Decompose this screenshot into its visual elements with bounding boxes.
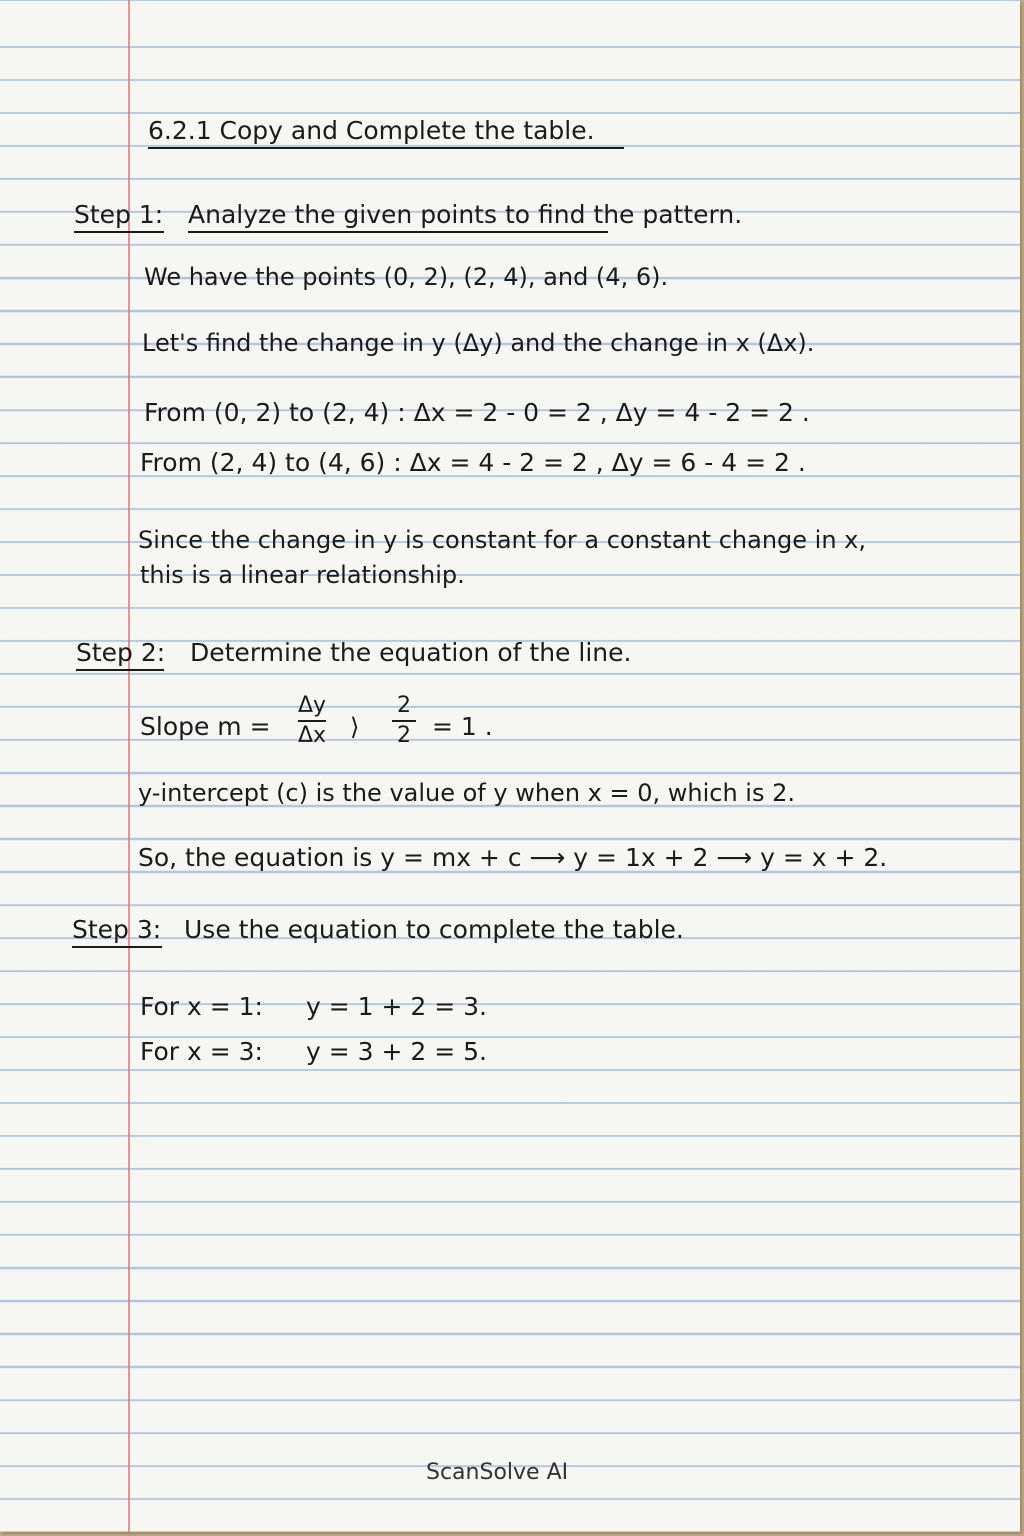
fraction-bar [392, 720, 416, 722]
step3-calc2-left: For x = 3: [140, 1037, 263, 1066]
slope-numerator: Δy [298, 693, 327, 718]
slope-value-fraction [392, 694, 416, 748]
step1-heading: Analyze the given points to find the pattern. [188, 200, 743, 229]
step2-heading: Determine the equation of the line. [190, 638, 632, 667]
step1-conclusion-line2: this is a linear relationship. [140, 561, 465, 589]
step3-label: Step 3: [72, 915, 162, 944]
slope-value-denominator: 2 [397, 723, 411, 748]
slope-operator: ⟩ [350, 713, 360, 741]
slope-result: = 1 . [432, 712, 493, 741]
title-underline [148, 147, 624, 149]
step1-conclusion-line1: Since the change in y is constant for a constant change in x, [138, 526, 866, 554]
step1-label: Step 1: [74, 200, 164, 229]
step3-calc2-right: y = 3 + 2 = 5. [306, 1037, 487, 1066]
step3-label-underline [72, 946, 162, 948]
page-title: 6.2.1 Copy and Complete the table. [148, 116, 595, 145]
slope-fraction [298, 694, 326, 748]
step1-points: We have the points (0, 2), (2, 4), and (4, 6). [144, 263, 669, 291]
footer-watermark: ScanSolve AI [426, 1460, 569, 1485]
step2-label-underline [76, 669, 164, 671]
fraction-bar [298, 720, 326, 722]
step2-equation: So, the equation is y = mx + c ⟶ y = 1x + 2 ⟶ y = x + 2. [138, 843, 888, 872]
step1-label-underline [74, 231, 164, 233]
step3-calc1-right: y = 1 + 2 = 3. [306, 992, 487, 1021]
slope-prefix: Slope m = [140, 712, 271, 741]
slope-denominator: Δx [298, 723, 327, 748]
step1-row1: From (0, 2) to (2, 4) : Δx = 2 - 0 = 2 , Δy = 4 - 2 = 2 . [144, 398, 810, 427]
step1-intro: Let's find the change in y (Δy) and the change in x (Δx). [142, 329, 815, 357]
step3-heading: Use the equation to complete the table. [184, 915, 684, 944]
step2-intercept: y-intercept (c) is the value of y when x = 0, which is 2. [138, 779, 795, 807]
step3-calc1-left: For x = 1: [140, 992, 263, 1021]
slope-value-numerator: 2 [397, 693, 411, 718]
step2-label: Step 2: [76, 638, 166, 667]
step1-row2: From (2, 4) to (4, 6) : Δx = 4 - 2 = 2 , Δy = 6 - 4 = 2 . [140, 448, 806, 477]
step1-heading-underline [188, 231, 608, 233]
